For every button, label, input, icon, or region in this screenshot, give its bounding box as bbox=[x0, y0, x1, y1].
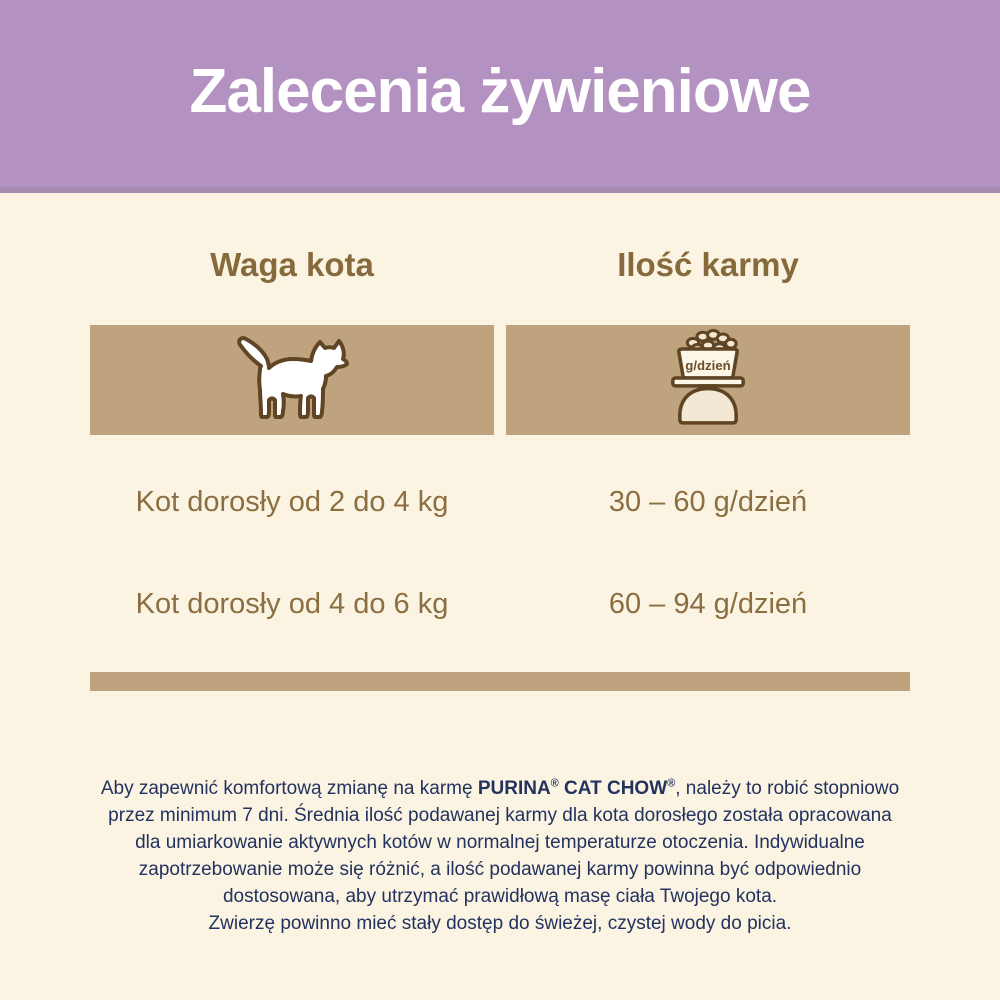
brand-name-purina: PURINA bbox=[477, 778, 551, 799]
footer-line-2: przez minimum 7 dni. Średnia ilość podawanej karmy dla kota dorosłego została opracowana bbox=[108, 805, 892, 826]
cat-icon bbox=[232, 334, 352, 427]
food-amount-value: 60 – 94 g/dzień bbox=[608, 587, 808, 620]
weight-column-header: Waga kota bbox=[210, 246, 374, 283]
footer-line-1-pre: Aby zapewnić komfortową zmianę na karmę bbox=[100, 778, 478, 799]
food-scale-icon bbox=[664, 328, 752, 433]
column-headers bbox=[90, 243, 910, 287]
cat-weight-value: Kot dorosły od 4 do 6 kg bbox=[135, 587, 449, 620]
footer-line-3: dla umiarkowanie aktywnych kotów w normalnej temperaturze otoczenia. Indywidualne bbox=[135, 832, 865, 853]
weight-column-band bbox=[90, 325, 494, 435]
amount-column-band bbox=[506, 325, 910, 435]
registered-mark: ® bbox=[667, 777, 676, 790]
scale-unit-label: g/dzień bbox=[685, 357, 731, 373]
registered-mark: ® bbox=[550, 777, 559, 790]
footer-line-6: Zwierzę powinno mieć stały dostęp do świeżej, czystej wody do picia. bbox=[208, 913, 792, 934]
footer-line-1-post: , należy to robić stopniowo bbox=[675, 778, 900, 799]
footer-line-1 bbox=[80, 775, 920, 802]
header-band bbox=[0, 0, 1000, 193]
brand-name-cat-chow: CAT CHOW bbox=[558, 778, 668, 799]
footer-line-4: zapotrzebowanie może się różnić, a ilość podawanej karmy powinna być odpowiednio bbox=[138, 859, 862, 880]
footer-line-5: dostosowana, aby utrzymać prawidłową masę ciała Twojego kota. bbox=[222, 886, 778, 907]
page-title: Zalecenia żywieniowe bbox=[189, 57, 811, 126]
table-row bbox=[90, 478, 910, 526]
footer-disclaimer bbox=[80, 775, 920, 937]
icon-bands bbox=[90, 325, 910, 435]
food-amount-value: 30 – 60 g/dzień bbox=[608, 485, 808, 518]
table-row bbox=[90, 580, 910, 628]
amount-column-header: Ilość karmy bbox=[617, 246, 799, 283]
divider-bar bbox=[90, 672, 910, 691]
cat-weight-value: Kot dorosły od 2 do 4 kg bbox=[135, 485, 449, 518]
